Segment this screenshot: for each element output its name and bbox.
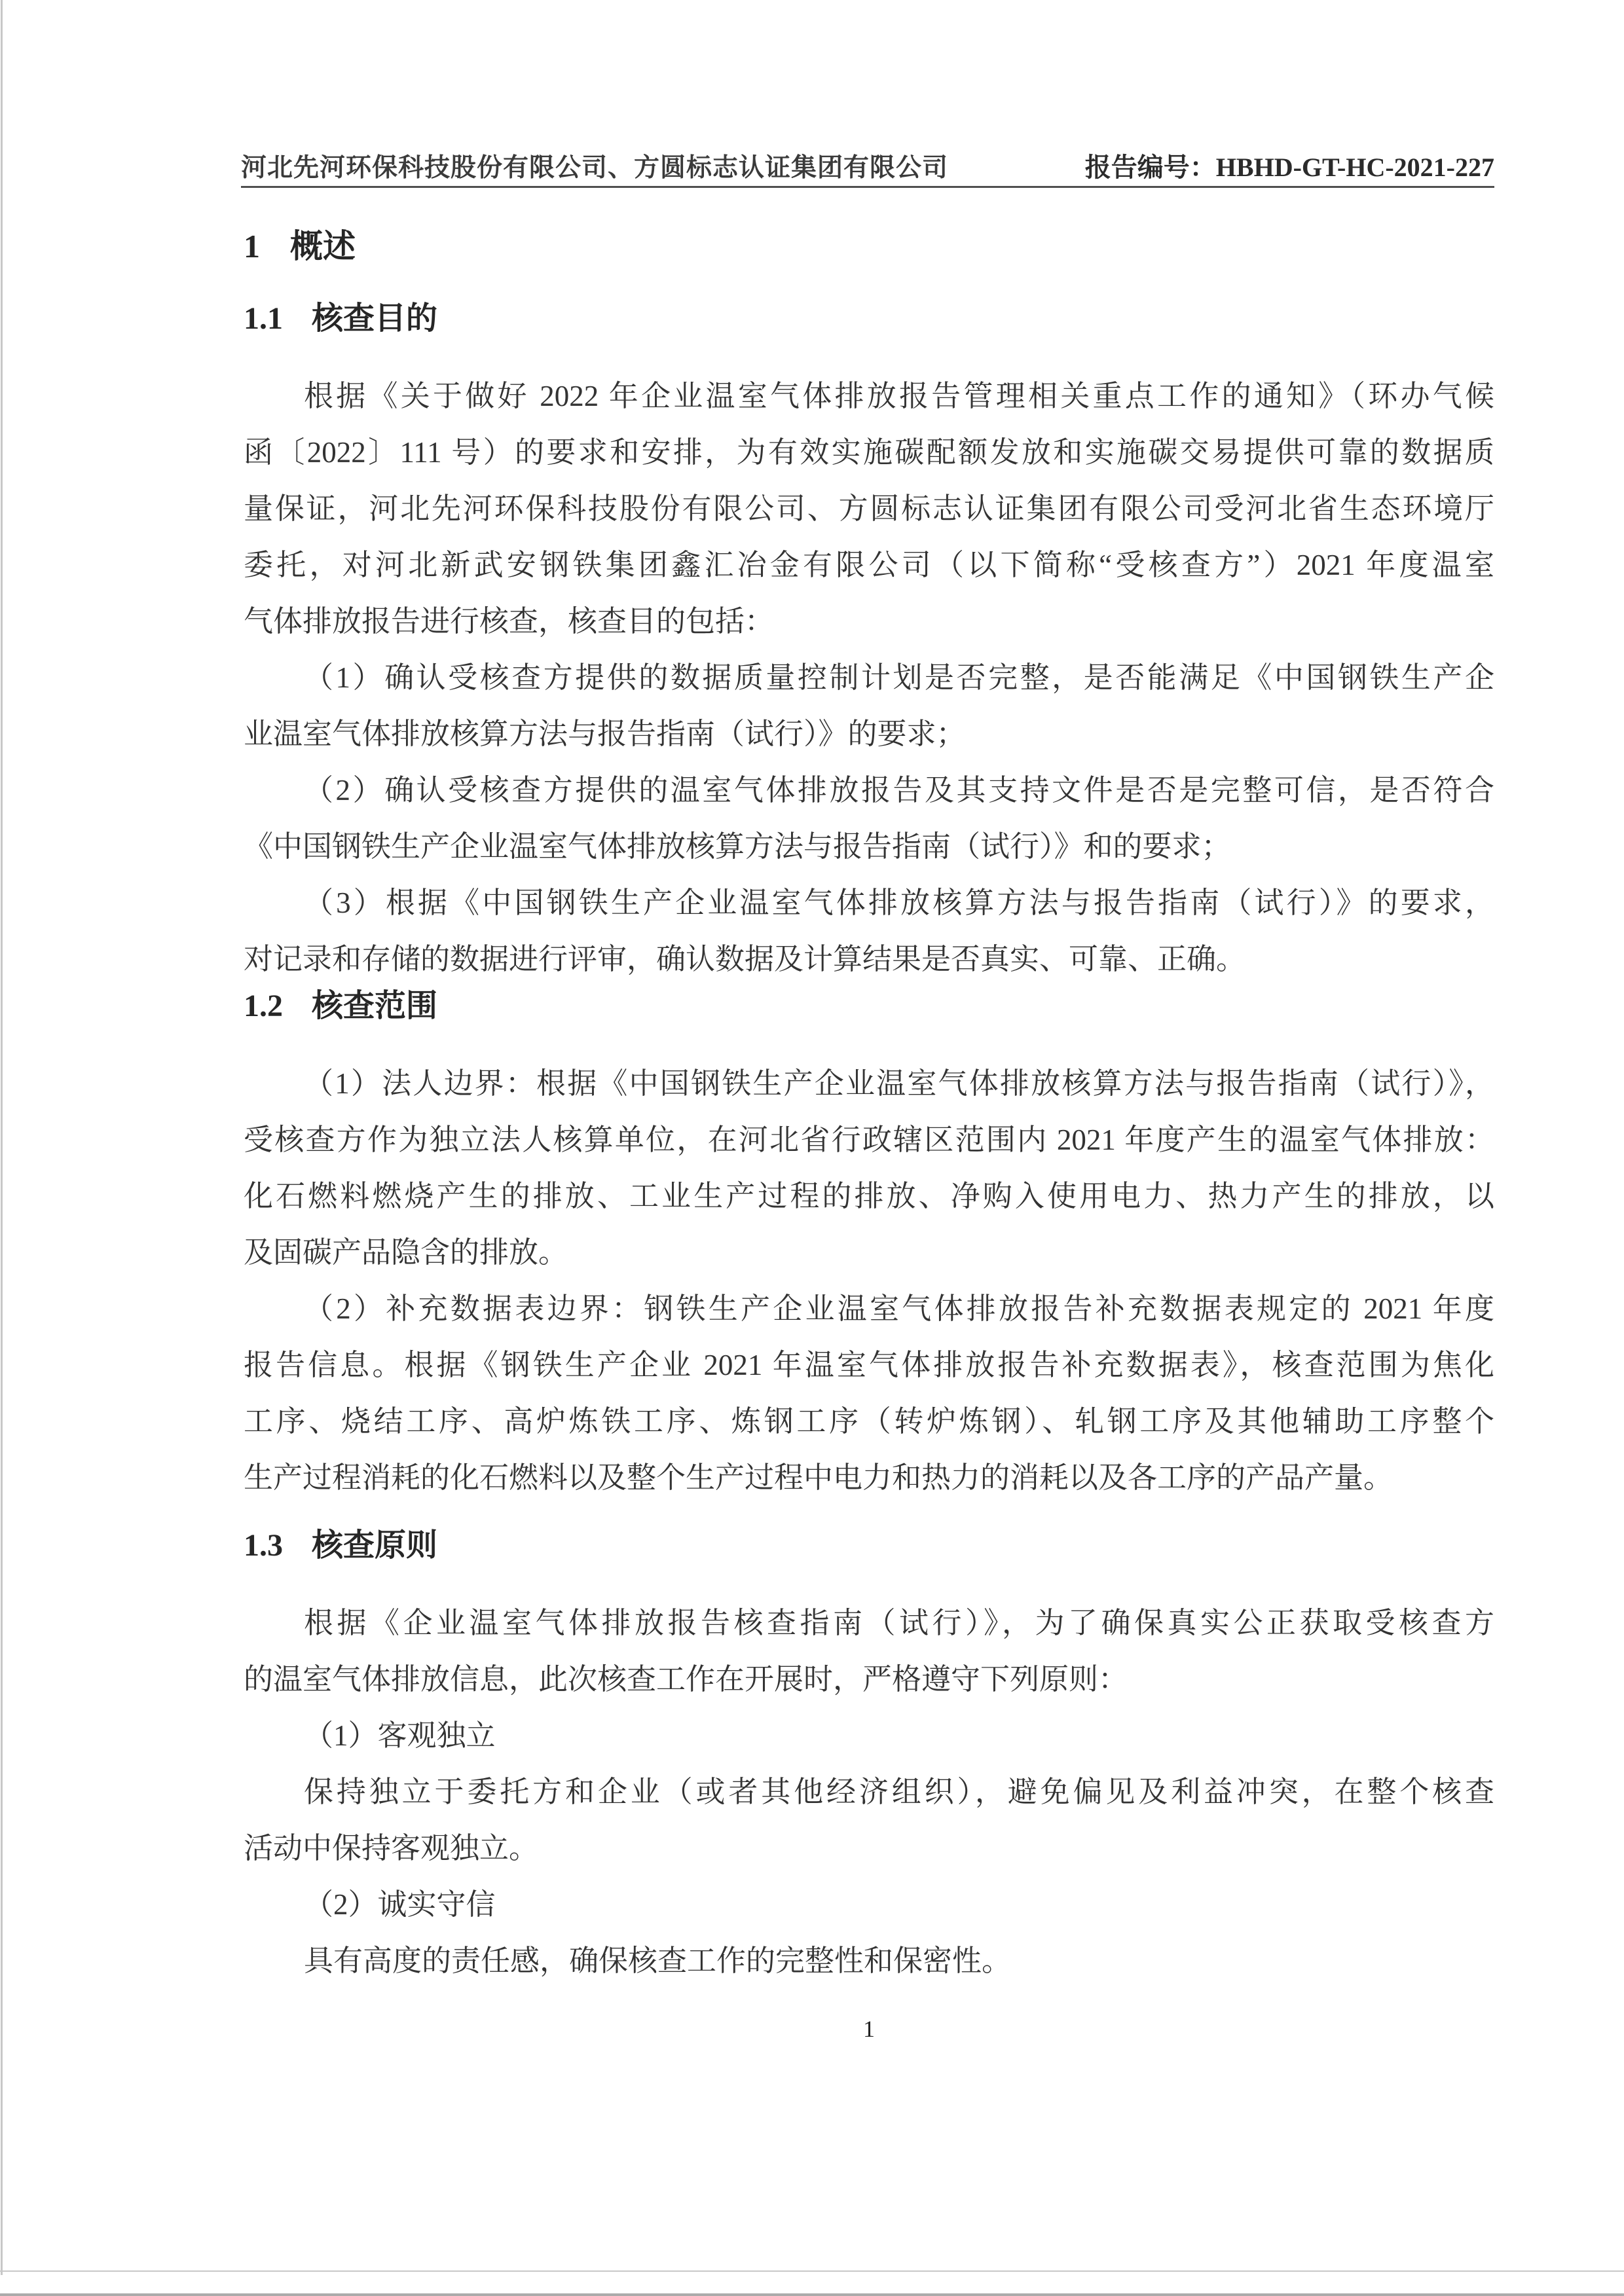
section-heading [244,300,1494,338]
body-line: 函〔2022〕111 号）的要求和安排，为有效实施碳配额发放和实施碳交易提供可靠的数据质 [244,436,1494,469]
body-line: 具有高度的责任感，确保核查工作的完整性和保密性。 [304,1944,1012,1977]
body-line: 根据《关于做好 2022 年企业温室气体排放报告管理相关重点工作的通知》（环办气候 [304,380,1494,412]
chapter-title-text: 概述 [290,228,356,264]
body-line: 委托，对河北新武安钢铁集团鑫汇冶金有限公司（以下简称“受核查方”）2021 年度温室 [244,549,1494,581]
body-line: 《中国钢铁生产企业温室气体排放核算方法与报告指南（试行）》和的要求； [244,830,1231,863]
page-number: 1 [863,2016,875,2042]
section-1-2 [244,987,1494,1506]
body-line: 工序、烧结工序、高炉炼铁工序、炼钢工序（转炉炼钢）、轧钢工序及其他辅助工序整个 [244,1405,1494,1438]
body-line: 业温室气体排放核算方法与报告指南（试行）》的要求； [244,718,966,750]
chapter-title [244,220,356,267]
body-line: （1）确认受核查方提供的数据质量控制计划是否完整，是否能满足《中国钢铁生产企 [304,661,1494,694]
section-heading-text: 核查目的 [312,301,438,336]
scan-edge-left [1,0,3,2275]
section-1-1 [244,300,1494,987]
header-divider [241,186,1494,188]
body-line: （2）确认受核查方提供的温室气体排放报告及其支持文件是否是完整可信，是否符合 [304,774,1494,807]
section-heading [244,1527,1494,1565]
section-number: 1.1 [244,301,283,336]
body-line: 化石燃料燃烧产生的排放、工业生产过程的排放、净购入使用电力、热力产生的排放，以 [244,1180,1494,1212]
body-line: （1）客观独立 [304,1719,496,1752]
body-line: （1）法人边界：根据《中国钢铁生产企业温室气体排放核算方法与报告指南（试行）》， [304,1067,1494,1100]
header-company-names: 河北先河环保科技股份有限公司、方圆标志认证集团有限公司 [241,154,949,182]
section-body [244,1055,1494,1506]
section-heading-text: 核查范围 [312,989,438,1023]
body-line: 根据《企业温室气体排放报告核查指南（试行）》，为了确保真实公正获取受核查方 [304,1607,1494,1639]
scan-edge-bottom [0,2293,1624,2296]
body-line: 气体排放报告进行核查，核查目的包括： [244,605,775,638]
section-number: 1.2 [244,989,283,1023]
body-line: 报告信息。根据《钢铁生产企业 2021 年温室气体排放报告补充数据表》，核查范围为焦化 [244,1349,1494,1381]
chapter-number: 1 [244,228,260,264]
section-body [244,368,1494,987]
body-line: 活动中保持客观独立。 [244,1832,539,1865]
body-line: 对记录和存储的数据进行评审，确认数据及计算结果是否真实、可靠、正确。 [244,943,1246,975]
body-line: 的温室气体排放信息，此次核查工作在开展时，严格遵守下列原则： [244,1663,1128,1696]
section-heading-text: 核查原则 [312,1528,438,1563]
body-line: （2）诚实守信 [304,1888,496,1921]
section-heading [244,987,1494,1025]
header-report-number: 报告编号：HBHD-GT-HC-2021-227 [1084,153,1494,182]
body-line: 及固碳产品隐含的排放。 [244,1236,568,1269]
body-line: 量保证，河北先河环保科技股份有限公司、方圆标志认证集团有限公司受河北省生态环境厅 [244,492,1494,525]
body-line: 生产过程消耗的化石燃料以及整个生产过程中电力和热力的消耗以及各工序的产品产量。 [244,1461,1393,1494]
body-line: （2）补充数据表边界：钢铁生产企业温室气体排放报告补充数据表规定的 2021 年度 [304,1292,1494,1325]
page-header [241,147,1494,184]
section-body [244,1595,1494,1989]
section-number: 1.3 [244,1528,283,1563]
section-1-3 [244,1527,1494,1989]
body-line: 保持独立于委托方和企业（或者其他经济组织），避免偏见及利益冲突，在整个核查 [304,1776,1494,1808]
body-line: （3）根据《中国钢铁生产企业温室气体排放核算方法与报告指南（试行）》的要求， [304,886,1494,919]
body-line: 受核查方作为独立法人核算单位，在河北省行政辖区范围内 2021 年度产生的温室气体排放： [244,1123,1494,1156]
scan-edge-line [0,2270,1624,2272]
